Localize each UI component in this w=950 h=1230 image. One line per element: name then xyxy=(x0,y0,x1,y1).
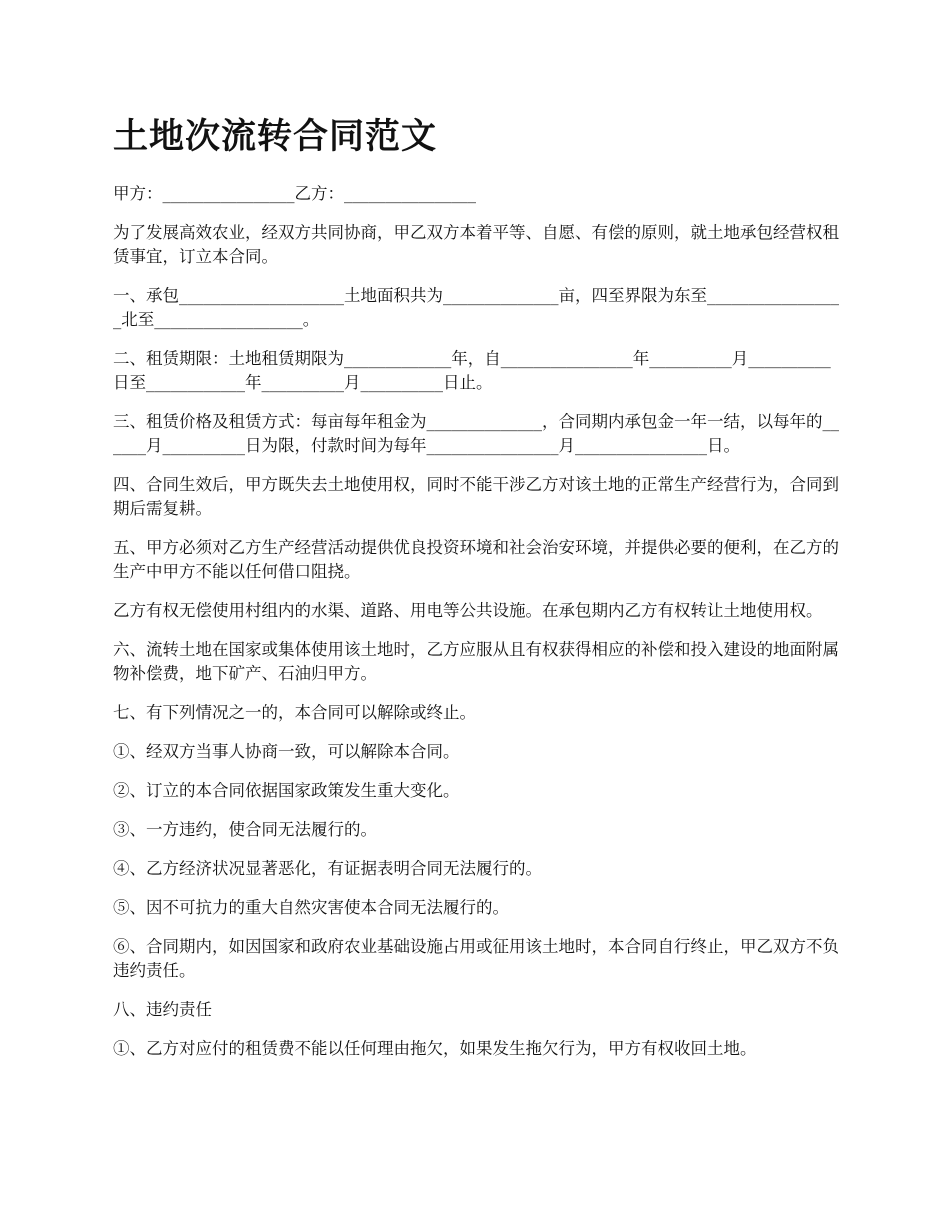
clause-5-party-a-duties: 五、甲方必须对乙方生产经营活动提供优良投资环境和社会治安环境，并提供必要的便利，在乙方的生产中甲方不能以任何借口阻挠。 xyxy=(113,538,839,581)
document-title: 土地次流转合同范文 xyxy=(113,117,438,157)
document-page xyxy=(113,112,843,1076)
clause-7-termination: 七、有下列情况之一的，本合同可以解除或终止。 xyxy=(113,703,476,722)
clause-2-lease-term: 二、租赁期限：土地租赁期限为_____________年，自________________年__________月__________日至____________年__________月__________日止。 xyxy=(113,349,831,392)
clause-3-lease-price: 三、租赁价格及租赁方式：每亩每年租金为______________，合同期内承包金一年一结，以每年的______月__________日为限，付款时间为每年________________月________________日。 xyxy=(113,412,839,455)
clause-8-item-1: ①、乙方对应付的租赁费不能以任何理由拖欠，如果发生拖欠行为，甲方有权收回土地。 xyxy=(113,1039,757,1058)
clause-5-party-b-rights: 乙方有权无偿使用村组内的水渠、道路、用电等公共设施。在承包期内乙方有权转让土地使用权。 xyxy=(113,601,823,620)
clause-4-effect: 四、合同生效后，甲方既失去土地使用权，同时不能干涉乙方对该土地的正常生产经营行为，合同到期后需复耕。 xyxy=(113,475,839,518)
clause-7-item-2: ②、订立的本合同依据国家政策发生重大变化。 xyxy=(113,781,460,800)
clause-7-item-1: ①、经双方当事人协商一致，可以解除本合同。 xyxy=(113,742,460,761)
clause-7-item-4: ④、乙方经济状况显著恶化，有证据表明合同无法履行的。 xyxy=(113,859,542,878)
preamble-paragraph: 为了发展高效农业，经双方共同协商，甲乙双方本着平等、自愿、有偿的原则，就土地承包经营权租赁事宜，订立本合同。 xyxy=(113,223,839,266)
clause-7-item-6: ⑥、合同期内，如因国家和政府农业基础设施占用或征用该土地时，本合同自行终止，甲乙双方不负违约责任。 xyxy=(113,937,839,980)
clause-1-contract-land: 一、承包____________________土地面积共为______________亩，四至界限为东至_________________北至__________________。 xyxy=(113,286,839,329)
clause-8-liability-heading: 八、违约责任 xyxy=(113,1000,212,1019)
clause-6-compensation: 六、流转土地在国家或集体使用该土地时，乙方应服从且有权获得相应的补偿和投入建设的地面附属物补偿费，地下矿产、石油归甲方。 xyxy=(113,640,839,683)
parties-line: 甲方：________________乙方：________________ xyxy=(113,184,476,203)
clause-7-item-5: ⑤、因不可抗力的重大自然灾害使本合同无法履行的。 xyxy=(113,898,509,917)
clause-7-item-3: ③、一方违约，使合同无法履行的。 xyxy=(113,820,377,839)
